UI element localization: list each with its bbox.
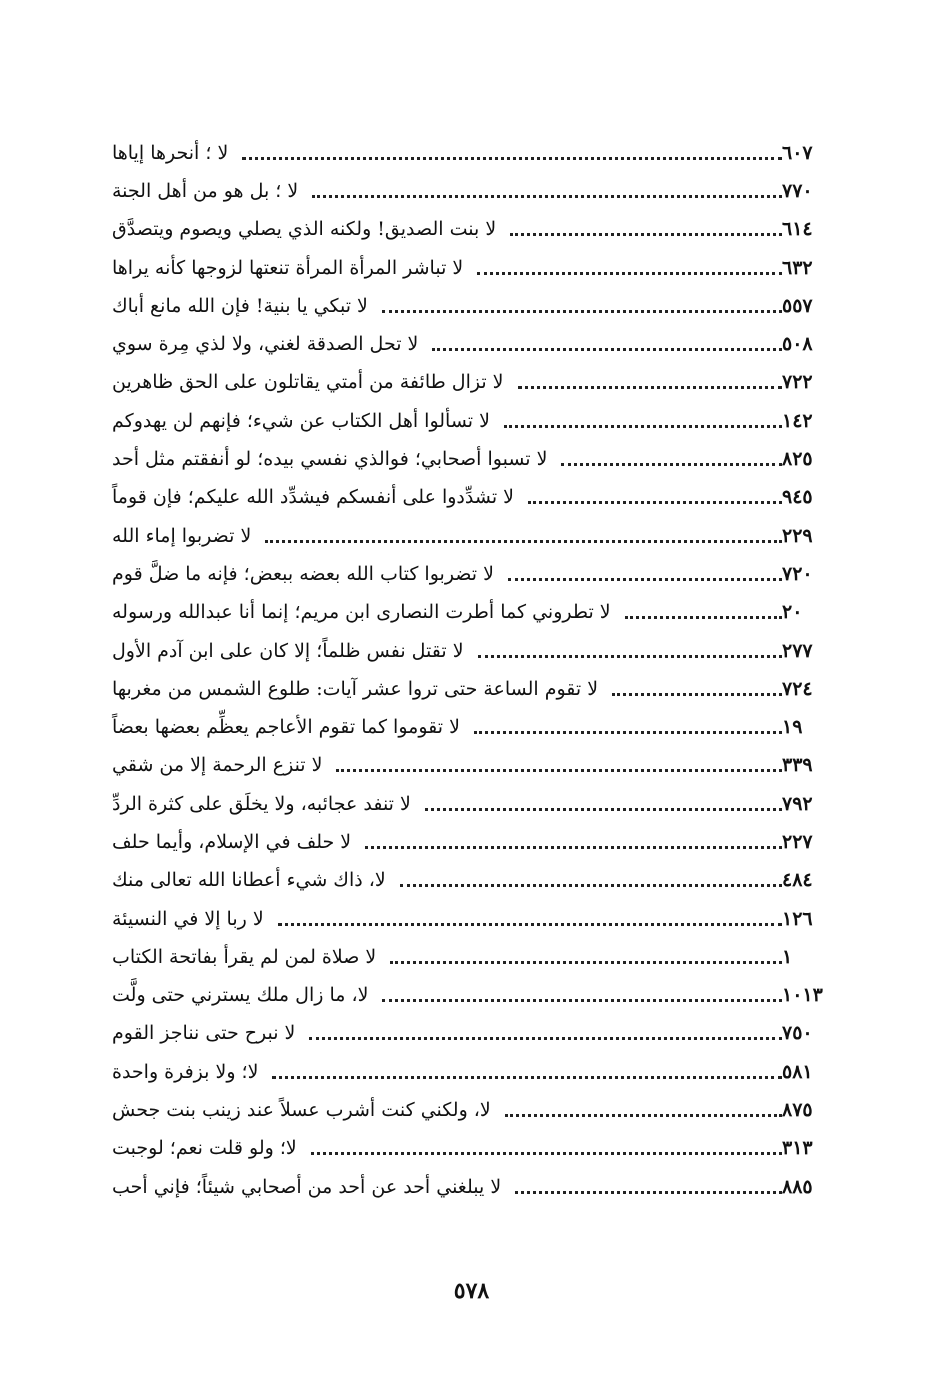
entry-text: لا صلاة لمن لم يقرأ بفاتحة الكتاب xyxy=(112,945,377,968)
dot-leader xyxy=(432,348,782,351)
entry-text: لا تبكي يا بنية! فإن الله مانع أباك xyxy=(112,294,368,317)
dot-leader xyxy=(515,1191,782,1194)
entry-page-number: ١٠١٣ xyxy=(782,984,823,1007)
dot-leader xyxy=(508,578,782,581)
entry-page-number: ٦٣٢ xyxy=(782,256,813,279)
entry-text: لا تقوموا كما تقوم الأعاجم يعظِّم بعضها بعضاً xyxy=(112,716,460,739)
entry-page-number: ٥٨١ xyxy=(782,1060,813,1083)
index-entry xyxy=(98,1053,826,1091)
entry-page-number: ١٢٦ xyxy=(782,907,813,930)
entry-page-number: ١٤٢ xyxy=(782,409,813,432)
entry-page-number: ٧٩٢ xyxy=(782,792,813,815)
dot-leader xyxy=(510,233,782,236)
index-entry xyxy=(98,1130,826,1168)
index-entry xyxy=(98,1168,826,1206)
entry-page-number: ٧٢٤ xyxy=(782,677,813,700)
entry-page-number: ٦٠٧ xyxy=(782,141,813,164)
entry-text: لا تنفد عجائبه، ولا يخلَق على كثرة الردِّ xyxy=(112,792,411,815)
index-entry xyxy=(98,325,826,363)
entry-page-number: ٧٥٠ xyxy=(782,1022,813,1045)
index-entry xyxy=(98,708,826,746)
entry-text: لا تضربوا إماء الله xyxy=(112,524,252,547)
dot-leader xyxy=(400,884,782,887)
index-entry xyxy=(98,479,826,517)
index-entry xyxy=(98,211,826,249)
entry-text: لا تطروني كما أطرت النصارى ابن مريم؛ إنما أنا عبدالله ورسوله xyxy=(112,601,611,624)
index-list xyxy=(98,134,826,1206)
entry-text: لا ؛ أنحرها إياها xyxy=(112,141,229,164)
entry-text: لا تسبوا أصحابي؛ فوالذي نفسي بيده؛ لو أنفقتم مثل أحد xyxy=(112,448,548,471)
dot-leader xyxy=(561,463,782,466)
dot-leader xyxy=(474,731,782,734)
entry-text: لا، ولكني كنت أشرب عسلاً عند زينب بنت جحش xyxy=(112,1099,491,1122)
dot-leader xyxy=(528,501,782,504)
entry-text: لا تشدِّدوا على أنفسكم فيشدِّد الله عليكم؛ فإن قوماً xyxy=(112,486,514,509)
entry-text: لا تزال طائفة من أمتي يقاتلون على الحق ظاهرين xyxy=(112,371,504,394)
dot-leader xyxy=(612,693,782,696)
entry-page-number: ٦١٤ xyxy=(782,218,813,241)
index-entry xyxy=(98,287,826,325)
entry-text: لا تنزع الرحمة إلا من شقي xyxy=(112,754,323,777)
index-entry xyxy=(98,938,826,976)
index-entry xyxy=(98,785,826,823)
dot-leader xyxy=(272,1076,782,1079)
entry-page-number: ٣١٣ xyxy=(782,1137,813,1160)
entry-text: لا ؛ بل هو من أهل الجنة xyxy=(112,179,299,202)
entry-page-number: ٢٠ xyxy=(782,601,803,624)
entry-page-number: ٩٤٥ xyxy=(782,486,813,509)
entry-page-number: ٣٣٩ xyxy=(782,754,813,777)
entry-page-number: ١٩ xyxy=(782,716,803,739)
dot-leader xyxy=(365,846,782,849)
entry-page-number: ٢٧٧ xyxy=(782,639,813,662)
index-entry xyxy=(98,1015,826,1053)
entry-page-number: ٧٧٠ xyxy=(782,179,813,202)
dot-leader xyxy=(312,195,782,198)
index-entry xyxy=(98,632,826,670)
entry-text: لا تحل الصدقة لغني، ولا لذي مِرة سوي xyxy=(112,333,419,356)
entry-text: لا يبلغني أحد عن أحد من أصحابي شيئاً؛ فإني أحب xyxy=(112,1175,502,1198)
entry-text: لا تقتل نفس ظلماً؛ إلا كان على ابن آدم الأول xyxy=(112,639,464,662)
entry-text: لا ربا إلا في النسيئة xyxy=(112,907,264,930)
dot-leader xyxy=(390,961,782,964)
entry-page-number: ٧٢٠ xyxy=(782,562,813,585)
index-entry xyxy=(98,747,826,785)
entry-page-number: ١ xyxy=(782,945,793,968)
entry-page-number: ٢٢٧ xyxy=(782,830,813,853)
dot-leader xyxy=(425,808,782,811)
entry-text: لا حلف في الإسلام، وأيما حلف xyxy=(112,830,352,853)
index-entry xyxy=(98,517,826,555)
index-entry xyxy=(98,862,826,900)
dot-leader xyxy=(311,1152,782,1155)
entry-page-number: ٤٨٤ xyxy=(782,869,813,892)
index-entry xyxy=(98,977,826,1015)
dot-leader xyxy=(336,769,782,772)
entry-page-number: ٧٢٢ xyxy=(782,371,813,394)
index-entry xyxy=(98,1091,826,1129)
dot-leader xyxy=(504,425,782,428)
dot-leader xyxy=(265,540,782,543)
dot-leader xyxy=(518,386,782,389)
index-entry xyxy=(98,249,826,287)
index-entry xyxy=(98,402,826,440)
dot-leader xyxy=(309,1037,782,1040)
index-entry xyxy=(98,172,826,210)
entry-text: لا، ذاك شيء أعطانا الله تعالى منك xyxy=(112,869,386,892)
dot-leader xyxy=(478,655,782,658)
dot-leader xyxy=(625,616,782,619)
index-entry xyxy=(98,670,826,708)
index-entry xyxy=(98,900,826,938)
index-entry xyxy=(98,823,826,861)
entry-page-number: ٥٥٧ xyxy=(782,294,813,317)
entry-page-number: ٨٨٥ xyxy=(782,1175,813,1198)
index-entry xyxy=(98,555,826,593)
dot-leader xyxy=(382,999,782,1002)
page-number: ٥٧٨ xyxy=(453,1278,490,1304)
entry-page-number: ٥٠٨ xyxy=(782,333,813,356)
entry-text: لا تباشر المرأة المرأة تنعتها لزوجها كأنه يراها xyxy=(112,256,464,279)
entry-text: لا نبرح حتى نناجز القوم xyxy=(112,1022,296,1045)
entry-page-number: ٨٧٥ xyxy=(782,1099,813,1122)
index-entry xyxy=(98,594,826,632)
entry-page-number: ٢٢٩ xyxy=(782,524,813,547)
entry-text: لا؛ ولا بزفرة واحدة xyxy=(112,1060,259,1083)
index-entry xyxy=(98,440,826,478)
index-entry xyxy=(98,134,826,172)
entry-text: لا؛ ولو قلت نعم؛ لوجبت xyxy=(112,1137,297,1160)
dot-leader xyxy=(382,310,782,313)
entry-text: لا بنت الصديق! ولكنه الذي يصلي ويصوم ويتصدَّق xyxy=(112,218,497,241)
dot-leader xyxy=(505,1114,782,1117)
dot-leader xyxy=(278,923,782,926)
entry-text: لا تقوم الساعة حتى تروا عشر آيات: طلوع الشمس من مغربها xyxy=(112,677,599,700)
dot-leader xyxy=(477,272,782,275)
entry-text: لا تسألوا أهل الكتاب عن شيء؛ فإنهم لن يهدوكم xyxy=(112,409,490,432)
entry-page-number: ٨٢٥ xyxy=(782,448,813,471)
dot-leader xyxy=(242,157,782,160)
index-entry xyxy=(98,364,826,402)
entry-text: لا، ما زال ملك يسترني حتى ولَّت xyxy=(112,984,369,1007)
entry-text: لا تضربوا كتاب الله بعضه ببعض؛ فإنه ما ضلَّ قوم xyxy=(112,562,494,585)
